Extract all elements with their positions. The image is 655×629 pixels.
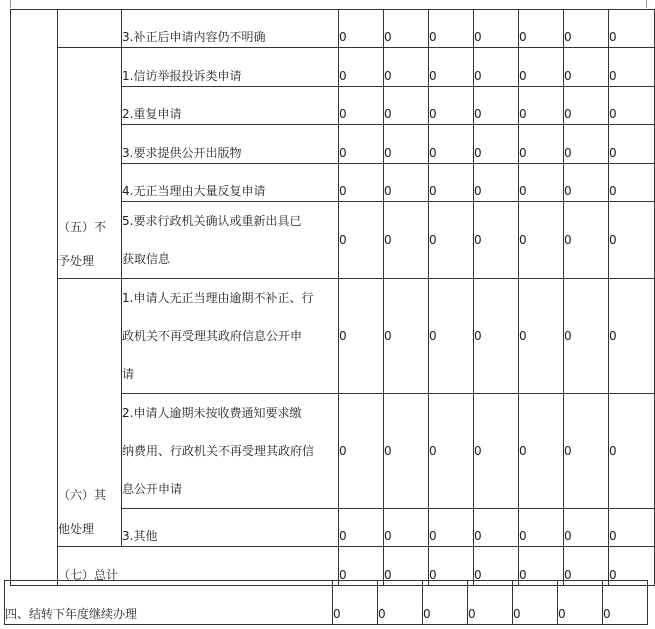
category-label-line: 予处理 [58, 254, 95, 268]
value-cell: 0 [339, 547, 384, 586]
item-label-line: 息公开申请 [122, 482, 183, 496]
item-label: 3.其他 [122, 509, 339, 547]
item-label: 1.信访举报投诉类申请 [122, 48, 339, 87]
item-label-line: 5.要求行政机关确认或重新出具已 [122, 214, 302, 228]
value-cell: 0 [519, 10, 564, 48]
value-cell: 0 [609, 48, 655, 87]
value-cell: 0 [423, 581, 468, 625]
value-cell: 0 [384, 509, 429, 547]
item-label: 2.重复申请 [122, 87, 339, 125]
value-cell: 0 [429, 202, 474, 279]
value-cell: 0 [519, 394, 564, 509]
value-cell: 0 [474, 87, 519, 125]
value-cell: 0 [564, 279, 609, 394]
page-top-edge [0, 0, 655, 8]
table-row [5, 581, 648, 625]
item-label: 3.要求提供公开出版物 [122, 125, 339, 164]
value-cell: 0 [339, 202, 384, 279]
carryover-label: 四、结转下年度继续办理 [5, 581, 333, 625]
item-label-line: 1.申请人无正当理由逾期不补正、行 [122, 291, 314, 305]
value-cell: 0 [609, 164, 655, 202]
value-cell: 0 [519, 279, 564, 394]
category-label-line: 他处理 [58, 522, 95, 536]
value-cell: 0 [564, 509, 609, 547]
category-label-line: （五）不 [58, 220, 107, 234]
value-cell: 0 [339, 279, 384, 394]
value-cell: 0 [339, 125, 384, 164]
value-cell: 0 [609, 10, 655, 48]
value-cell: 0 [564, 394, 609, 509]
value-cell: 0 [564, 10, 609, 48]
category-cell-blank [58, 10, 122, 48]
value-cell: 0 [474, 48, 519, 87]
value-cell: 0 [564, 87, 609, 125]
value-cell: 0 [603, 581, 648, 625]
value-cell: 0 [429, 279, 474, 394]
value-cell: 0 [519, 87, 564, 125]
top-edge-tick [646, 0, 647, 8]
value-cell: 0 [558, 581, 603, 625]
value-cell: 0 [429, 547, 474, 586]
value-cell: 0 [519, 164, 564, 202]
value-cell: 0 [384, 202, 429, 279]
value-cell: 0 [429, 394, 474, 509]
top-edge-tick [10, 0, 11, 8]
value-cell: 0 [474, 509, 519, 547]
value-cell: 0 [384, 48, 429, 87]
table-row [11, 10, 655, 48]
table-row [11, 279, 655, 394]
value-cell: 0 [384, 547, 429, 586]
value-cell: 0 [609, 547, 655, 586]
value-cell: 0 [564, 125, 609, 164]
value-cell: 0 [609, 394, 655, 509]
value-cell: 0 [384, 87, 429, 125]
value-cell: 0 [474, 279, 519, 394]
item-label-line: 纳费用、行政机关不再受理其政府信 [122, 444, 315, 458]
value-cell: 0 [474, 202, 519, 279]
value-cell: 0 [468, 581, 513, 625]
value-cell: 0 [564, 48, 609, 87]
value-cell: 0 [339, 48, 384, 87]
value-cell: 0 [564, 202, 609, 279]
table-row [11, 48, 655, 87]
value-cell: 0 [384, 10, 429, 48]
value-cell: 0 [384, 125, 429, 164]
value-cell: 0 [429, 10, 474, 48]
value-cell: 0 [384, 164, 429, 202]
category-cell-no-processing [58, 48, 122, 279]
value-cell: 0 [564, 164, 609, 202]
value-cell: 0 [513, 581, 558, 625]
value-cell: 0 [429, 164, 474, 202]
item-label-line: 获取信息 [122, 252, 171, 266]
value-cell: 0 [519, 125, 564, 164]
statistics-table [10, 9, 655, 586]
value-cell: 0 [609, 509, 655, 547]
value-cell: 0 [474, 164, 519, 202]
value-cell: 0 [339, 509, 384, 547]
value-cell: 0 [429, 125, 474, 164]
value-cell: 0 [378, 581, 423, 625]
value-cell: 0 [474, 10, 519, 48]
value-cell: 0 [474, 547, 519, 586]
item-label-line: 请 [122, 367, 135, 381]
item-label-multiline [122, 202, 339, 279]
item-label-line: 政机关不再受理其政府信息公开申 [122, 329, 303, 343]
category-cell-other-processing [58, 279, 122, 547]
value-cell: 0 [519, 202, 564, 279]
value-cell: 0 [384, 279, 429, 394]
value-cell: 0 [339, 164, 384, 202]
item-label-line: 2.申请人逾期未按收费通知要求缴 [122, 406, 302, 420]
value-cell: 0 [519, 547, 564, 586]
value-cell: 0 [429, 48, 474, 87]
carryover-table [4, 580, 648, 625]
value-cell: 0 [474, 125, 519, 164]
value-cell: 0 [609, 279, 655, 394]
value-cell: 0 [339, 87, 384, 125]
value-cell: 0 [429, 87, 474, 125]
value-cell: 0 [609, 87, 655, 125]
total-label: （七）总计 [58, 547, 339, 586]
value-cell: 0 [474, 394, 519, 509]
value-cell: 0 [564, 547, 609, 586]
value-cell: 0 [339, 10, 384, 48]
value-cell: 0 [339, 394, 384, 509]
value-cell: 0 [333, 581, 378, 625]
value-cell: 0 [609, 125, 655, 164]
value-cell: 0 [429, 509, 474, 547]
category-label-line: （六）其 [58, 488, 107, 502]
item-label-multiline [122, 394, 339, 509]
value-cell: 0 [609, 202, 655, 279]
value-cell: 0 [519, 48, 564, 87]
item-label-multiline [122, 279, 339, 394]
item-label: 3.补正后申请内容仍不明确 [122, 10, 339, 48]
section-three-margin-cell [11, 10, 58, 586]
item-label: 4.无正当理由大量反复申请 [122, 164, 339, 202]
value-cell: 0 [384, 394, 429, 509]
value-cell: 0 [519, 509, 564, 547]
